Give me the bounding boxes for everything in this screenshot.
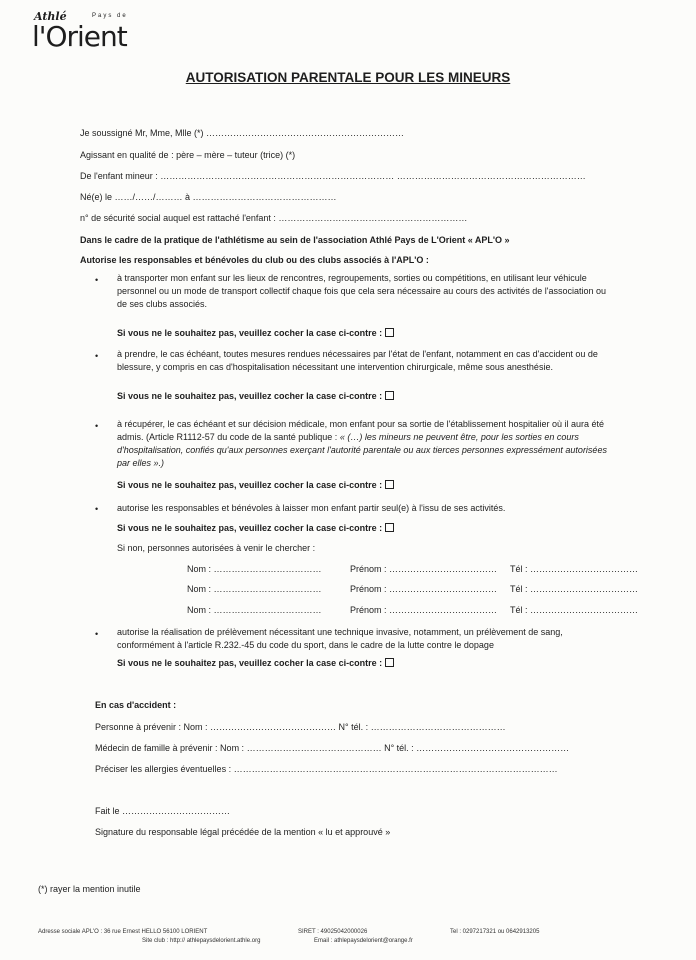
bullet: •: [95, 629, 99, 639]
optout-depart-seul: Si vous ne le souhaitez pas, veuillez cocher la case ci-contre :: [117, 523, 394, 534]
logo-pays: Pays de: [92, 13, 128, 19]
person-tel: Tél : ………………………………: [510, 605, 639, 615]
intro-autorise: Autorise les responsables et bénévoles du club ou des clubs associés à l'APL'O :: [80, 255, 429, 265]
optout-mesures: Si vous ne le souhaitez pas, veuillez cocher la case ci-contre :: [117, 391, 394, 402]
field-securite-sociale: n° de sécurité social auquel est rattaché l'enfant : ………………………………………………………: [80, 213, 468, 223]
bullet: •: [95, 275, 99, 285]
person-nom: Nom : ………………………………: [187, 564, 322, 574]
field-enfant: De l'enfant mineur : …………………………………………………………………… ………………………………………………………: [80, 171, 586, 181]
checkbox-depart-seul[interactable]: [385, 523, 394, 532]
optout-recuperer: Si vous ne le souhaitez pas, veuillez cocher la case ci-contre :: [117, 480, 394, 491]
item-si-non: Si non, personnes autorisées à venir le chercher :: [117, 543, 316, 553]
logo-script: Athlé: [34, 10, 67, 23]
person-nom: Nom : ………………………………: [187, 584, 322, 594]
bullet: •: [95, 504, 99, 514]
footer-adresse: Adresse sociale APL'O : 36 rue Ernest HELLO 56100 LORIENT: [38, 929, 208, 935]
checkbox-mesures[interactable]: [385, 391, 394, 400]
accident-heading: En cas d'accident :: [95, 700, 177, 710]
signature-line: Signature du responsable légal précédée de la mention « lu et approuvé »: [95, 827, 391, 837]
bullet: •: [95, 351, 99, 361]
field-soussigne: Je soussigné Mr, Mme, Mlle (*) …………………………………………………………: [80, 128, 405, 138]
person-prenom: Prénom : ………………………………: [350, 605, 498, 615]
person-prenom: Prénom : ………………………………: [350, 564, 498, 574]
logo-name: l'Orient: [32, 20, 127, 53]
item-prelevement: autorise la réalisation de prélèvement nécessitant une technique invasive, notamment, un prélèvement de sang, conformément à l'article R.232.-45 du code du sport, dans le cadre de la lutte contre le dopage: [117, 627, 563, 650]
item-recuperer: à récupérer, le cas échéant et sur décision médicale, mon enfant pour sa sortie de l'établissement hospitalier où il aura été admis. (Article R1112-57 du code de la santé publique : « (…) les mineurs ne peuvent être, pour les sorties en cours d'hospitalisation, confiés qu'aux personnes exerçant l'autorité parentale ou aux tierces personnes expressément autorisées par elles ».): [117, 419, 607, 468]
person-tel: Tél : ………………………………: [510, 564, 639, 574]
footnote: (*) rayer la mention inutile: [38, 884, 141, 894]
person-tel: Tél : ………………………………: [510, 584, 639, 594]
person-prenom: Prénom : ………………………………: [350, 584, 498, 594]
checkbox-prelevement[interactable]: [385, 658, 394, 667]
optout-transport: Si vous ne le souhaitez pas, veuillez cocher la case ci-contre :: [117, 328, 394, 339]
footer-site: Site club : http:// athlepaysdelorient.athle.org: [142, 938, 261, 944]
field-naissance: Né(e) le ……/……/……… à …………………………………………: [80, 192, 337, 202]
bullet: •: [95, 421, 99, 431]
checkbox-recuperer[interactable]: [385, 480, 394, 489]
accident-personne: Personne à prévenir : Nom : …………………………………… N° tél. : ………………………………………: [95, 722, 506, 732]
footer-siret: SIRET : 49025042000026: [298, 929, 368, 935]
item-transport: à transporter mon enfant sur les lieux de rencontres, regroupements, sorties ou compétitions, en utilisant leur véhicule personnel ou un mode de transport collectif chaque fois que cela sera nécessaire au cours des activités de l'association ou de ses clubs associés.: [117, 273, 607, 309]
checkbox-transport[interactable]: [385, 328, 394, 337]
footer-tel: Tel : 0297217321 ou 0642913205: [450, 929, 540, 935]
accident-medecin: Médecin de famille à prévenir : Nom : ……………………………………… N° tél. : ……………………………………………: [95, 743, 570, 753]
field-qualite: Agissant en qualité de : père – mère – tuteur (trice) (*): [80, 150, 296, 160]
optout-prelevement: Si vous ne le souhaitez pas, veuillez cocher la case ci-contre :: [117, 658, 394, 669]
footer-email: Email : athlepaysdelorient@orange.fr: [314, 938, 413, 944]
person-nom: Nom : ………………………………: [187, 605, 322, 615]
fait-le: Fait le ………………………………: [95, 806, 231, 816]
accident-allergies: Préciser les allergies éventuelles : ………………………………………………………………………………………………: [95, 764, 558, 774]
club-logo: [30, 8, 140, 52]
item-depart-seul: autorise les responsables et bénévoles à laisser mon enfant partir seul(e) à l'issu de ses activités.: [117, 503, 506, 513]
item-mesures: à prendre, le cas échéant, toutes mesures rendues nécessaires par l'état de l'enfant, notamment en cas d'accident ou de blessure, y compris en cas d'hospitalisation nécessitant une intervention chirurgicale, même sous anesthésie.: [117, 349, 598, 372]
intro-cadre: Dans le cadre de la pratique de l'athlétisme au sein de l'association Athlé Pays de L'Orient « APL'O »: [80, 235, 510, 245]
document-title: AUTORISATION PARENTALE POUR LES MINEURS: [185, 70, 511, 85]
